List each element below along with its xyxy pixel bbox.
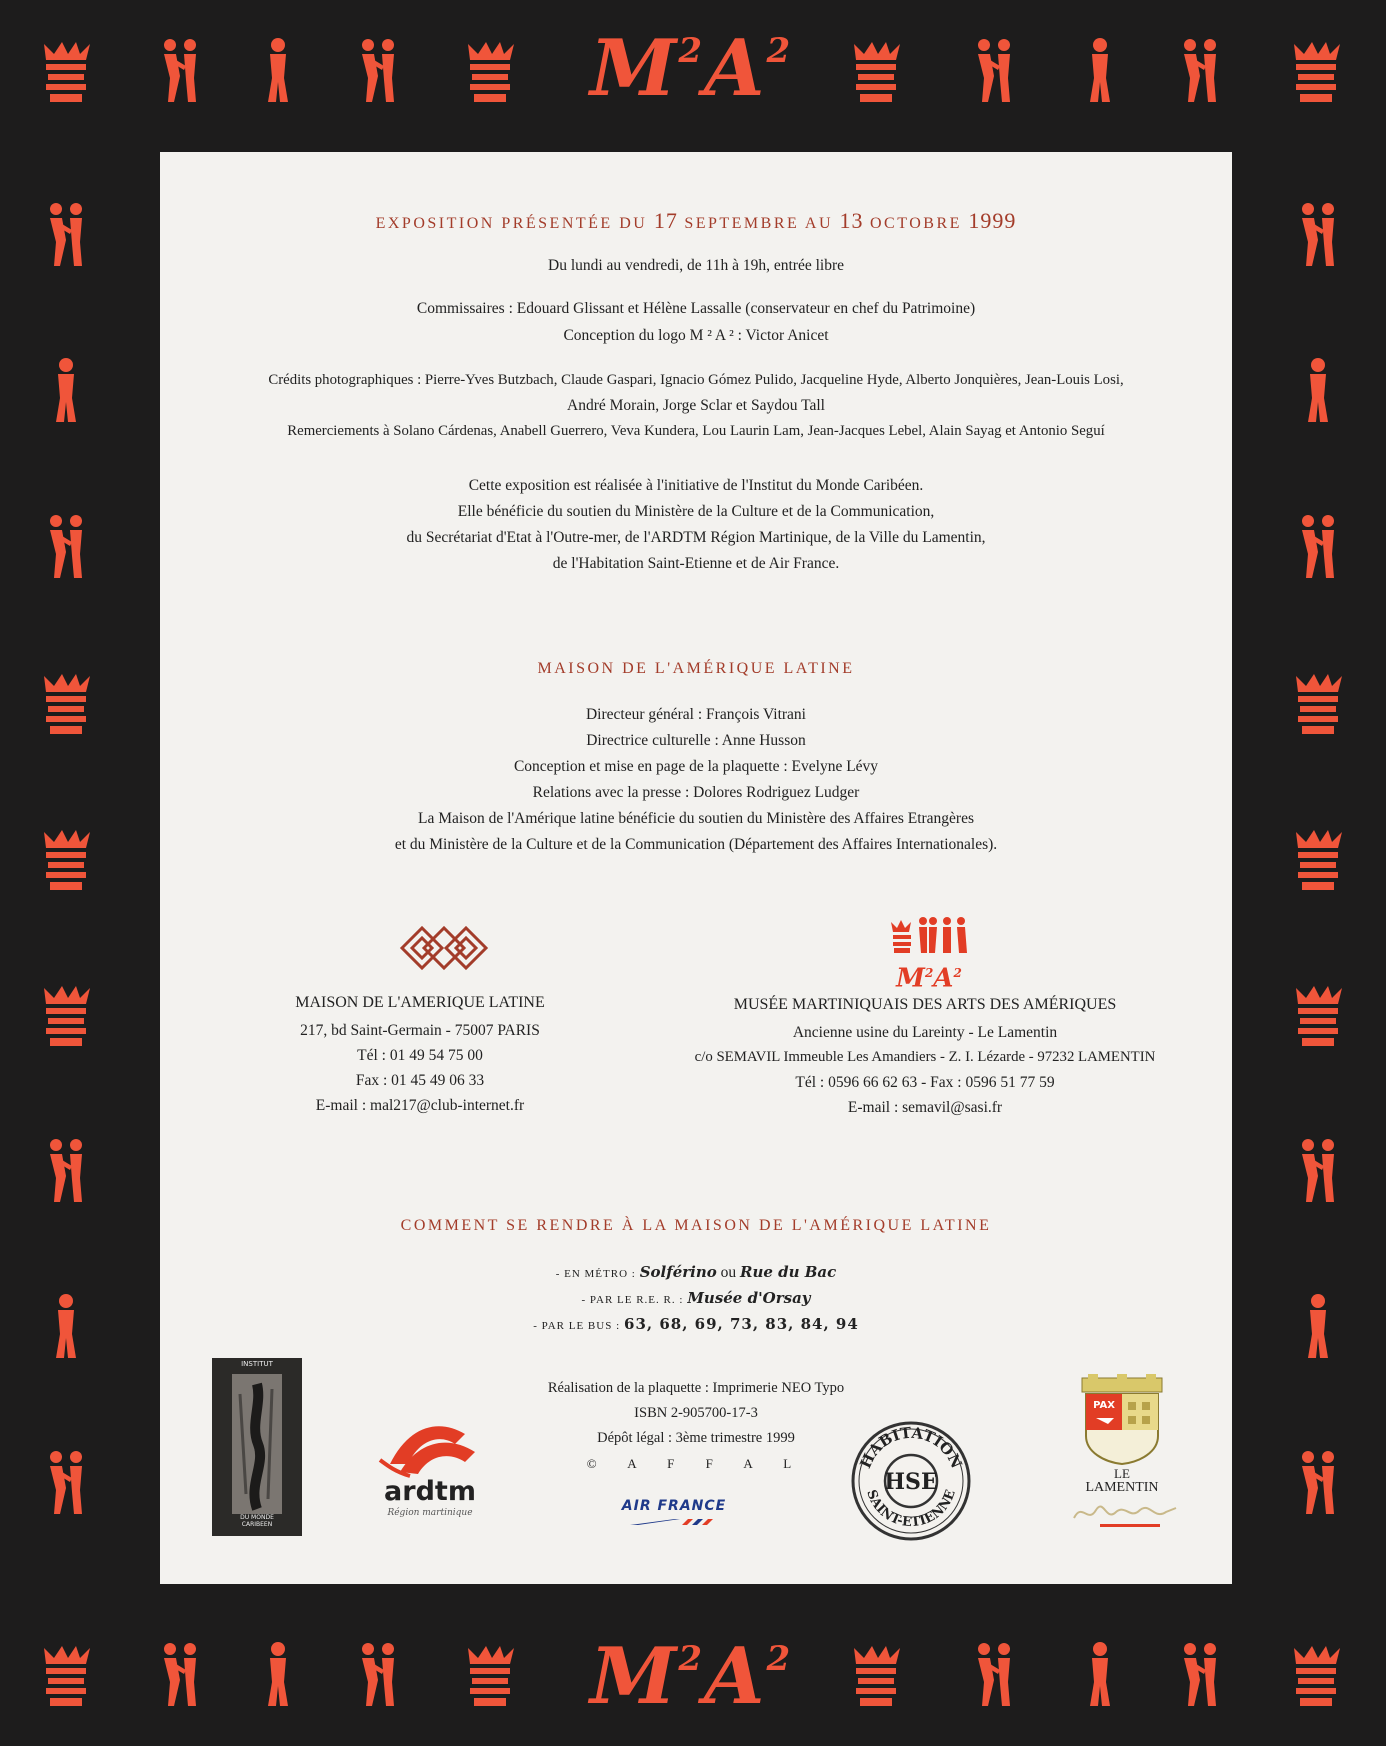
m2a2-figures-icon: [889, 916, 969, 954]
contact-left-fax: Fax : 01 45 49 06 33: [355, 1072, 485, 1089]
le-lamentin-logo: [1062, 1374, 1182, 1529]
photo-credits-line-2: André Morain, Jorge Sclar et Saydou Tall: [567, 397, 825, 414]
ardtm-subtitle: Région martinique: [387, 1508, 473, 1518]
frame-pair-icon: [36, 1136, 96, 1206]
ardtm-name: ardtm: [384, 1476, 476, 1507]
institut-logo-bottom-text: DU MONDE CARIBEEN: [240, 1514, 274, 1528]
habitation-arc-text: HABITATION: [856, 1423, 966, 1472]
contact-right-telfax: Tél : 0596 66 62 63 - Fax : 0596 51 77 59: [795, 1074, 1055, 1091]
frame-pair-icon: [1288, 1448, 1348, 1518]
institut-figure-icon: [232, 1374, 282, 1514]
opening-hours: Du lundi au vendredi, de 11h à 19h, entrée libre: [548, 257, 844, 274]
contact-right-name: MUSÉE MARTINIQUAIS DES ARTS DES AMÉRIQUES: [733, 996, 1117, 1013]
frame-mask-icon: [1288, 668, 1348, 738]
top-m2a2-logo: $M^2A^2$: [590, 23, 793, 114]
thanks: Remerciements à Solano Cárdenas, Anabell Guerrero, Veva Kundera, Lou Laurin Lam, Jean-Jacques Lebel, Alain Sayag et Antonio Seguí: [287, 423, 1105, 439]
frame-pair-icon: [348, 1640, 408, 1710]
maison-design: Conception et mise en page de la plaquette : Evelyne Lévy: [513, 758, 879, 775]
lamentin-name-1: LE: [1114, 1466, 1130, 1481]
frame-single-icon: [248, 1640, 308, 1710]
frame-mask-icon: [460, 36, 520, 106]
frame-single-icon: [36, 356, 96, 426]
frame-mask-icon: [846, 36, 906, 106]
contact-left-tel: Tél : 01 49 54 75 00: [357, 1047, 483, 1064]
saint-etienne-arc-text: SAINT-ETIENNE: [863, 1487, 959, 1531]
contact-left-name: MAISON DE L'AMERIQUE LATINE: [295, 994, 545, 1011]
contact-right-address-2: c/o SEMAVIL Immeuble Les Amandiers - Z. I. Lézarde - 97232 LAMENTIN: [694, 1049, 1156, 1065]
frame-single-icon: [248, 36, 308, 106]
ardtm-logo: [370, 1414, 490, 1524]
habitation-saint-etienne-logo: [848, 1418, 974, 1544]
institut-monde-caribeen-logo: [212, 1358, 302, 1536]
content-panel: [160, 152, 1232, 1584]
frame-mask-icon: [36, 668, 96, 738]
directions-rer: - PAR LE R.E. R. : Musée d'Orsay: [581, 1289, 811, 1307]
frame-pair-icon: [1288, 200, 1348, 270]
frame-single-icon: [1288, 1292, 1348, 1362]
initiative-line-3: du Secrétariat d'Etat à l'Outre-mer, de l'ARDTM Région Martinique, de la Ville du Lamentin,: [406, 529, 986, 546]
frame-mask-icon: [1286, 1640, 1346, 1710]
maison-heading: MAISON DE L'AMÉRIQUE LATINE: [537, 660, 855, 677]
frame-pair-icon: [36, 200, 96, 270]
logo-credit: Conception du logo M ² A ² : Victor Anicet: [563, 327, 829, 344]
frame-mask-icon: [1288, 824, 1348, 894]
pax-text: PAX: [1093, 1400, 1115, 1411]
frame-single-icon: [36, 1292, 96, 1362]
air-france-logo: [600, 1498, 748, 1528]
frame-single-icon: [1288, 356, 1348, 426]
air-france-stripes-icon: [600, 1517, 748, 1527]
frame-mask-icon: [1286, 36, 1346, 106]
frame-mask-icon: [36, 36, 96, 106]
curators: Commissaires : Edouard Glissant et Hélène Lassalle (conservateur en chef du Patrimoine): [416, 300, 976, 317]
maison-press: Relations avec la presse : Dolores Rodriguez Ludger: [532, 784, 860, 801]
hse-stamp-icon: [848, 1418, 974, 1544]
frame-pair-icon: [1170, 1640, 1230, 1710]
lamentin-crest-icon: [1062, 1374, 1182, 1466]
directions-heading: COMMENT SE RENDRE À LA MAISON DE L'AMÉRIQUE LATINE: [400, 1217, 992, 1234]
frame-mask-icon: [36, 980, 96, 1050]
frame-single-icon: [1070, 1640, 1130, 1710]
frame-mask-icon: [1288, 980, 1348, 1050]
air-france-name: AIR FRANCE: [621, 1498, 727, 1514]
frame-mask-icon: [36, 1640, 96, 1710]
contact-left: [270, 990, 570, 1118]
frame-pair-icon: [150, 1640, 210, 1710]
frame-pair-icon: [36, 512, 96, 582]
frame-pair-icon: [964, 36, 1024, 106]
contact-right-email: E-mail : semavil@sasi.fr: [847, 1099, 1003, 1116]
exhibition-heading: EXPOSITION PRÉSENTÉE DU 17 SEPTEMBRE AU 13 OCTOBRE 1999: [375, 208, 1017, 233]
hse-text: HSE: [884, 1469, 938, 1495]
frame-pair-icon: [36, 1448, 96, 1518]
frame-pair-icon: [348, 36, 408, 106]
initiative-line-4: de l'Habitation Saint-Etienne et de Air France.: [552, 555, 840, 572]
frame-pair-icon: [1288, 1136, 1348, 1206]
institut-logo-top-text: INSTITUT: [241, 1360, 273, 1368]
contact-right: [660, 992, 1190, 1120]
frame-mask-icon: [36, 824, 96, 894]
printing-depot: Dépôt légal : 3ème trimestre 1999: [597, 1430, 795, 1446]
maison-support-1: La Maison de l'Amérique latine bénéficie du soutien du Ministère des Affaires Etrangères: [417, 810, 975, 827]
initiative-line-2: Elle bénéficie du soutien du Ministère de la Culture et de la Communication,: [457, 503, 935, 520]
frame-pair-icon: [1170, 36, 1230, 106]
frame-pair-icon: [150, 36, 210, 106]
frame-single-icon: [1070, 36, 1130, 106]
printing-line-1: Réalisation de la plaquette : Imprimerie NEO Typo: [547, 1380, 845, 1396]
contact-left-email: E-mail : mal217@club-internet.fr: [315, 1097, 525, 1114]
m2a2-small-logo: $M^2A^2$: [889, 916, 969, 986]
contact-right-address-1: Ancienne usine du Lareinty - Le Lamentin: [792, 1024, 1058, 1041]
directions-bus: - PAR LE BUS : 63, 68, 69, 73, 83, 84, 94: [533, 1315, 859, 1333]
photo-credits-line-1: Crédits photographiques : Pierre-Yves Butzbach, Claude Gaspari, Ignacio Gómez Pulido, Jacqueline Hyde, Alberto Jonquières, Jean-Louis Losi,: [268, 372, 1124, 388]
ardtm-wave-icon: [370, 1414, 490, 1480]
printing-copyright: © A F F A L: [586, 1456, 806, 1471]
frame-pair-icon: [1288, 512, 1348, 582]
frame-mask-icon: [460, 1640, 520, 1710]
contact-left-address: 217, bd Saint-Germain - 75007 PARIS: [300, 1022, 540, 1039]
maison-support-2: et du Ministère de la Culture et de la Communication (Département des Affaires Internationales).: [394, 836, 998, 853]
frame-mask-icon: [846, 1640, 906, 1710]
maison-director: Directeur général : François Vitrani: [585, 706, 806, 723]
directions-metro: - EN MÉTRO : Solférino ou Rue du Bac: [555, 1263, 837, 1281]
bottom-m2a2-logo: $M^2A^2$: [590, 1631, 793, 1722]
frame-pair-icon: [964, 1640, 1024, 1710]
initiative-line-1: Cette exposition est réalisée à l'initiative de l'Institut du Monde Caribéen.: [468, 477, 924, 494]
lamentin-name-2: LAMENTIN: [1085, 1480, 1159, 1495]
maison-logo-icon: [392, 918, 496, 978]
maison-cultural-director: Directrice culturelle : Anne Husson: [586, 732, 806, 749]
lamentin-signature-icon: [1070, 1498, 1180, 1528]
printing-isbn: ISBN 2-905700-17-3: [634, 1405, 758, 1421]
